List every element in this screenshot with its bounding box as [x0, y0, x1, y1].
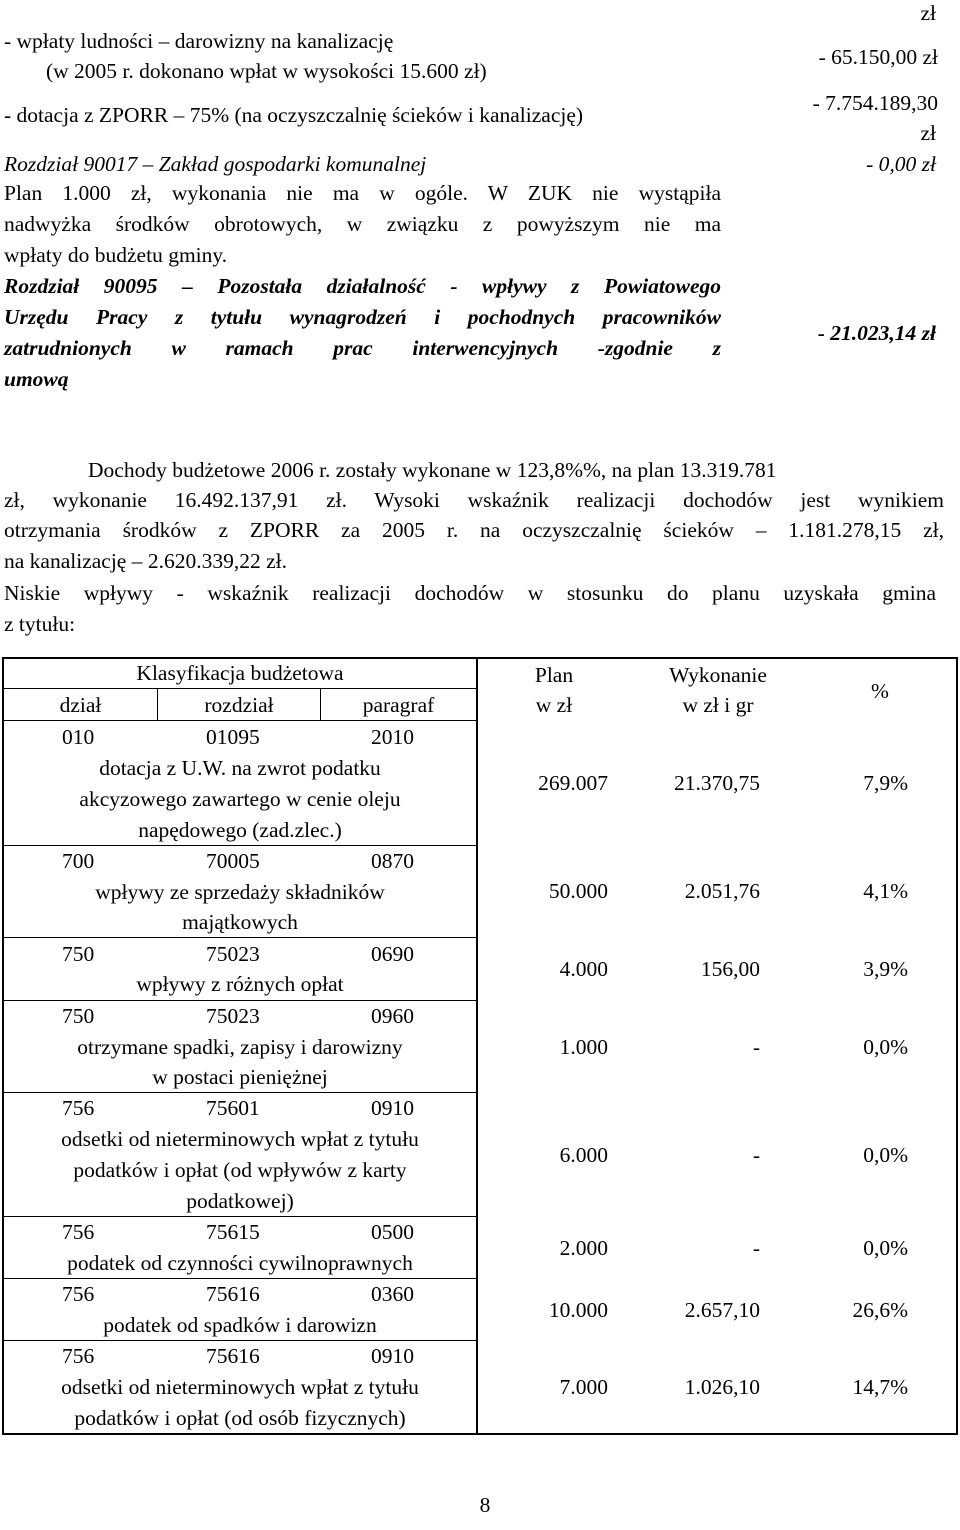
row-plan: 6.000: [559, 1143, 608, 1167]
summary-line: Dochody budżetowe 2006 r. zostały wykonane w 123,8%%, na plan 13.319.781: [88, 458, 777, 482]
header-rozdzial: rozdział: [204, 693, 274, 717]
row-paragraf: 0870: [371, 849, 414, 873]
section-90017-text-line: wpłaty do budżetu gminy.: [4, 243, 228, 267]
row-paragraf: 0360: [371, 1282, 414, 1306]
row-plan: 10.000: [548, 1298, 608, 1322]
row-paragraf: 0910: [371, 1344, 414, 1368]
amount-zporr: - 7.754.189,30: [812, 91, 938, 115]
row-description: podatków i opłat (od osób fizycznych): [74, 1406, 406, 1430]
row-percent: 7,9%: [863, 771, 908, 795]
row-percent: 3,9%: [863, 957, 908, 981]
section-90095-heading: zatrudnionych w ramach prac interwencyjnych -zgodnie z: [4, 336, 721, 360]
row-description: otrzymane spadki, zapisy i darowizny: [77, 1035, 403, 1059]
row-plan: 50.000: [548, 879, 608, 903]
row-percent: 0,0%: [863, 1236, 908, 1260]
summary-line: zł, wykonanie 16.492.137,91 zł. Wysoki wskaźnik realizacji dochodów jest wynikiem: [4, 488, 944, 512]
row-rozdzial: 75023: [206, 1004, 260, 1028]
summary-line: na kanalizację – 2.620.339,22 zł.: [4, 549, 287, 573]
row-description: podatek od czynności cywilnoprawnych: [67, 1251, 413, 1275]
row-wykonanie: -: [752, 1035, 760, 1059]
row-plan: 4.000: [559, 957, 608, 981]
row-description: akcyzowego zawartego w cenie oleju: [79, 787, 401, 811]
row-rozdzial: 75616: [206, 1282, 260, 1306]
summary-line: Niskie wpływy - wskaźnik realizacji dochodów w stosunku do planu uzyskała gmina: [4, 581, 936, 605]
row-paragraf: 0690: [371, 942, 414, 966]
row-paragraf: 0960: [371, 1004, 414, 1028]
row-rozdzial: 75616: [206, 1344, 260, 1368]
row-dzial: 756: [62, 1220, 95, 1244]
row-dzial: 010: [62, 725, 95, 749]
section-90095-heading: Rozdział 90095 – Pozostała działalność - wpływy z Powiatowego: [4, 274, 721, 298]
row-description: podatkowej): [186, 1189, 294, 1213]
row-rozdzial: 75601: [206, 1096, 260, 1120]
row-description: majątkowych: [182, 910, 298, 934]
row-percent: 0,0%: [863, 1035, 908, 1059]
row-description: podatków i opłat (od wpływów z karty: [73, 1158, 407, 1182]
row-percent: 0,0%: [863, 1143, 908, 1167]
header-dzial: dział: [59, 693, 102, 717]
summary-line: z tytułu:: [4, 612, 76, 636]
row-description: dotacja z U.W. na zwrot podatku: [99, 756, 381, 780]
row-paragraf: 2010: [371, 725, 414, 749]
row-dzial: 756: [62, 1096, 95, 1120]
header-percent: %: [871, 679, 889, 703]
row-plan: 7.000: [559, 1375, 608, 1399]
row-description: odsetki od nieterminowych wpłat z tytułu: [61, 1375, 419, 1399]
row-description: wpływy z różnych opłat: [136, 972, 344, 996]
amount-currency-top: zł: [920, 1, 936, 25]
row-wykonanie: 21.370,75: [674, 771, 760, 795]
section-90095-heading: Urzędu Pracy z tytułu wynagrodzeń i pochodnych pracowników: [4, 305, 721, 329]
header-wykonanie: Wykonanie: [669, 663, 767, 687]
row-dzial: 700: [62, 849, 95, 873]
list-item-donations: - wpłaty ludności – darowizny na kanalizację: [4, 29, 394, 53]
section-90017-text-line: Plan 1.000 zł, wykonania nie ma w ogóle. W ZUK nie wystąpiła: [4, 181, 721, 205]
header-plan-unit: w zł: [535, 693, 573, 717]
row-dzial: 756: [62, 1344, 95, 1368]
row-rozdzial: 01095: [206, 725, 260, 749]
row-percent: 4,1%: [863, 879, 908, 903]
row-description: w postaci pieniężnej: [152, 1065, 328, 1089]
row-wykonanie: 2.657,10: [684, 1298, 760, 1322]
row-rozdzial: 75023: [206, 942, 260, 966]
row-dzial: 756: [62, 1282, 95, 1306]
row-plan: 1.000: [559, 1035, 608, 1059]
row-percent: 26,6%: [852, 1298, 908, 1322]
row-wykonanie: 2.051,76: [684, 879, 760, 903]
row-wykonanie: 1.026,10: [684, 1375, 760, 1399]
row-paragraf: 0910: [371, 1096, 414, 1120]
header-wykonanie-unit: w zł i gr: [682, 693, 754, 717]
section-90095-amount: - 21.023,14 zł: [817, 321, 936, 345]
amount-donations: - 65.150,00 zł: [818, 45, 938, 69]
row-description: podatek od spadków i darowizn: [103, 1313, 377, 1337]
row-description: odsetki od nieterminowych wpłat z tytułu: [61, 1127, 419, 1151]
row-rozdzial: 75615: [206, 1220, 260, 1244]
section-90017-amount: - 0,00 zł: [866, 152, 936, 176]
section-90017-heading: Rozdział 90017 – Zakład gospodarki komunalnej: [4, 152, 427, 176]
row-wykonanie: -: [752, 1143, 760, 1167]
section-90095-heading: umową: [4, 367, 69, 391]
row-wykonanie: 156,00: [700, 957, 760, 981]
list-item-donations-note: (w 2005 r. dokonano wpłat w wysokości 15.600 zł): [46, 59, 487, 83]
summary-line: otrzymania środków z ZPORR za 2005 r. na oczyszczalnię ścieków – 1.181.278,15 zł,: [4, 518, 944, 542]
list-item-zporr: - dotacja z ZPORR – 75% (na oczyszczalnię ścieków i kanalizację): [4, 103, 584, 127]
page-number: 8: [479, 1493, 491, 1517]
row-rozdzial: 70005: [206, 849, 260, 873]
row-dzial: 750: [62, 942, 95, 966]
row-plan: 2.000: [559, 1236, 608, 1260]
row-description: wpływy ze sprzedaży składników: [95, 880, 385, 904]
header-classification: Klasyfikacja budżetowa: [136, 661, 344, 685]
header-paragraf: paragraf: [362, 693, 435, 717]
header-plan: Plan: [534, 663, 574, 687]
row-percent: 14,7%: [852, 1375, 908, 1399]
row-wykonanie: -: [752, 1236, 760, 1260]
row-plan: 269.007: [538, 771, 608, 795]
row-dzial: 750: [62, 1004, 95, 1028]
row-paragraf: 0500: [371, 1220, 414, 1244]
row-description: napędowego (zad.zlec.): [138, 818, 342, 842]
amount-zporr-currency: zł: [920, 121, 936, 145]
section-90017-text-line: nadwyżka środków obrotowych, w związku z powyższym nie ma: [4, 212, 721, 236]
